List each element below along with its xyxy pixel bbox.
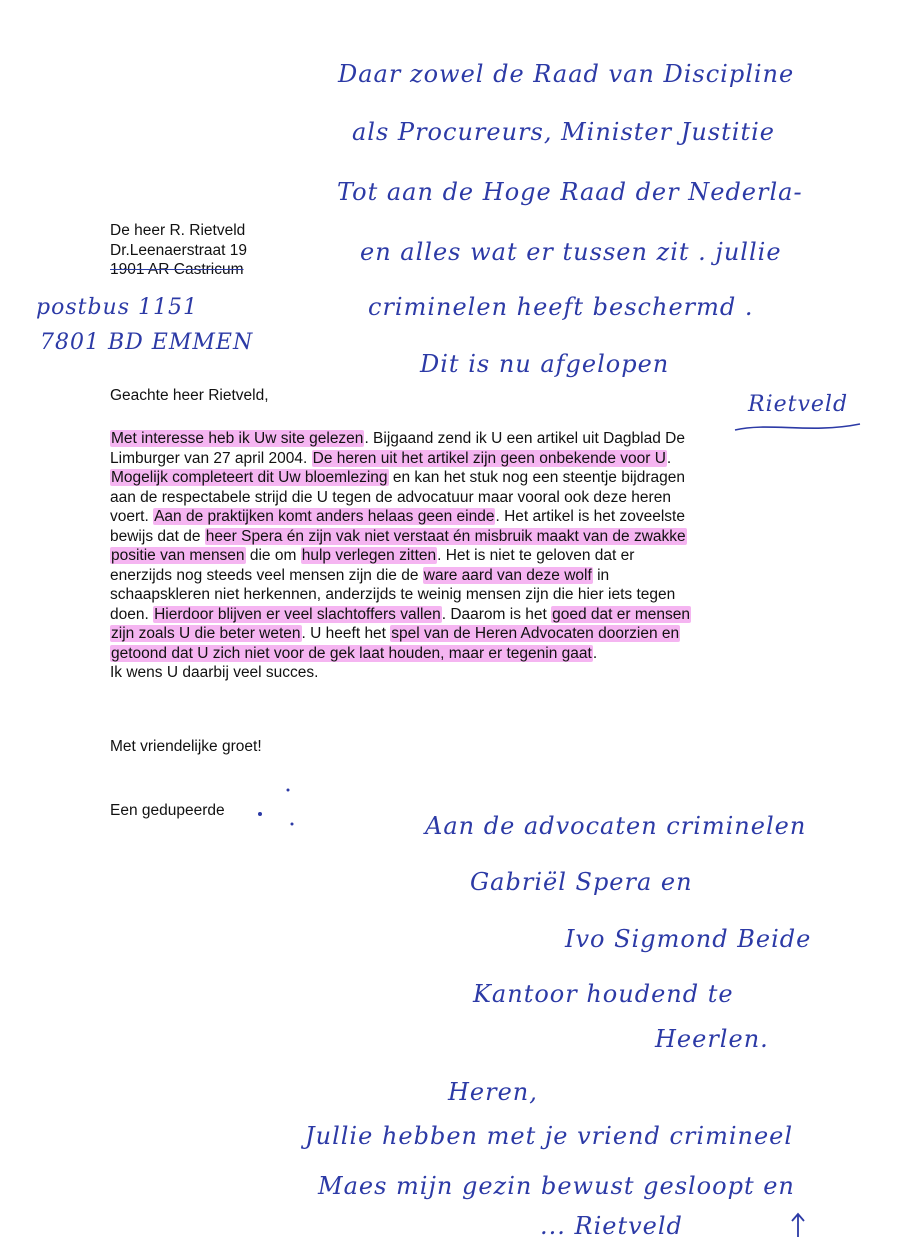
salutation: Geachte heer Rietveld, <box>110 387 269 404</box>
highlighted-text: Met interesse heb ik Uw site gelezen <box>111 430 364 447</box>
body-line <box>110 624 790 644</box>
body-text-segment: die om <box>245 547 301 564</box>
body-text-segment: . Daarom is het <box>441 605 552 623</box>
handwriting-bottom-line-9: ... Rietveld <box>540 1212 683 1240</box>
handwriting-bottom-line-7: Jullie hebben met je vriend crimineel <box>305 1122 794 1150</box>
body-text-segment: enerzijds nog steeds veel mensen zijn die de <box>110 566 423 584</box>
recipient-street: Dr.Leenaerstraat 19 <box>110 241 248 259</box>
handwritten-address-line-1: postbus 1151 <box>36 295 198 320</box>
handwriting-line-4: en alles wat er tussen zit . jullie <box>360 238 782 266</box>
body-text-segment: voert. <box>110 508 154 525</box>
body-text-segment: en kan het stuk nog een steentje bijdragen <box>388 469 685 486</box>
body-text-segment: . <box>666 449 672 467</box>
handwriting-bottom-line-5: Heerlen. <box>655 1025 769 1053</box>
signoff-text: Een gedupeerde <box>110 802 225 819</box>
handwriting-bottom-line-4: Kantoor houdend te <box>473 980 734 1008</box>
highlighted-text: De heren uit het artikel zijn geen onbekende voor U <box>312 449 666 467</box>
highlighted-text: Hierdoor blijven er veel slachtoffers vallen <box>154 605 441 623</box>
body-line <box>110 566 790 586</box>
highlighted-text: zijn zoals U die beter weten <box>111 625 301 642</box>
body-line <box>110 449 790 469</box>
body-line <box>110 488 790 508</box>
recipient-city: 1901 AR Castricum <box>110 261 244 278</box>
highlighted-text: hulp verlegen zitten <box>301 547 437 564</box>
highlighted-text: ware aard van deze wolf <box>423 566 592 584</box>
highlighted-text: getoond dat U zich niet voor de gek laat houden, maar er tegenin gaat <box>111 644 592 662</box>
handwriting-line-1: Daar zowel de Raad van Discipline <box>338 60 795 88</box>
highlighted-text: goed dat er mensen <box>552 605 690 623</box>
body-text-segment: in <box>592 566 610 584</box>
handwriting-bottom-line-8: Maes mijn gezin bewust gesloopt en <box>318 1172 795 1200</box>
handwriting-line-6: Dit is nu afgelopen <box>420 350 670 378</box>
handwriting-bottom-line-6: Heren, <box>448 1078 538 1106</box>
signoff <box>110 801 225 821</box>
handwriting-line-2: als Procureurs, Minister Justitie <box>352 118 775 146</box>
closing: Met vriendelijke groet! <box>110 738 262 755</box>
highlighted-text: Aan de praktijken komt anders helaas geen einde <box>154 508 495 525</box>
handwriting-bottom-line-2: Gabriël Spera en <box>470 868 693 896</box>
highlighted-text: heer Spera én zijn vak niet verstaat én misbruik maakt van de zwakke <box>205 527 686 545</box>
body-line <box>110 585 790 605</box>
ink-dots <box>252 782 302 832</box>
body-line <box>110 527 790 547</box>
body-text-segment: aan de respectabele strijd die U tegen de advocatuur maar vooral ook deze heren <box>110 488 671 506</box>
body-text-segment: Ik wens U daarbij veel succes. <box>110 664 319 681</box>
arrow-up-icon <box>788 1211 808 1239</box>
body-text-segment: schaapskleren niet herkennen, anderzijds te weinig mensen zijn die hier iets tegen <box>110 586 676 603</box>
handwriting-line-5: criminelen heeft beschermd . <box>368 293 754 321</box>
body-text-segment: . <box>592 644 598 662</box>
recipient-address <box>110 221 247 280</box>
body-line <box>110 546 790 566</box>
handwriting-bottom-line-1: Aan de advocaten criminelen <box>425 812 807 840</box>
body-text-segment: . U heeft het <box>301 625 391 642</box>
body-text-segment: . Bijgaand zend ik U een artikel uit Dagblad De <box>364 430 685 447</box>
body-line <box>110 644 790 664</box>
body-line <box>110 663 790 683</box>
recipient-name: De heer R. Rietveld <box>110 222 246 239</box>
handwriting-signature-rietveld: Rietveld <box>748 392 849 417</box>
body-text-segment: . Het is niet te geloven dat er <box>437 547 635 564</box>
letter-body <box>110 429 790 683</box>
body-text-segment: . Het artikel is het zoveelste <box>495 508 685 525</box>
highlighted-text: Mogelijk completeert dit Uw bloemlezing <box>111 469 388 486</box>
highlighted-text: spel van de Heren Advocaten doorzien en <box>391 625 680 642</box>
body-line <box>110 429 790 449</box>
body-text-segment: Limburger van 27 april 2004. <box>110 449 312 467</box>
body-text-segment: bewijs dat de <box>110 527 205 545</box>
highlighted-text: positie van mensen <box>111 547 245 564</box>
body-line <box>110 605 790 625</box>
handwriting-bottom-line-3: Ivo Sigmond Beide <box>565 925 812 953</box>
body-text-segment: doen. <box>110 605 154 623</box>
body-line <box>110 468 790 488</box>
handwriting-line-3: Tot aan de Hoge Raad der Nederla- <box>337 178 803 206</box>
handwritten-address-line-2: 7801 BD EMMEN <box>40 330 254 355</box>
body-line <box>110 507 790 527</box>
